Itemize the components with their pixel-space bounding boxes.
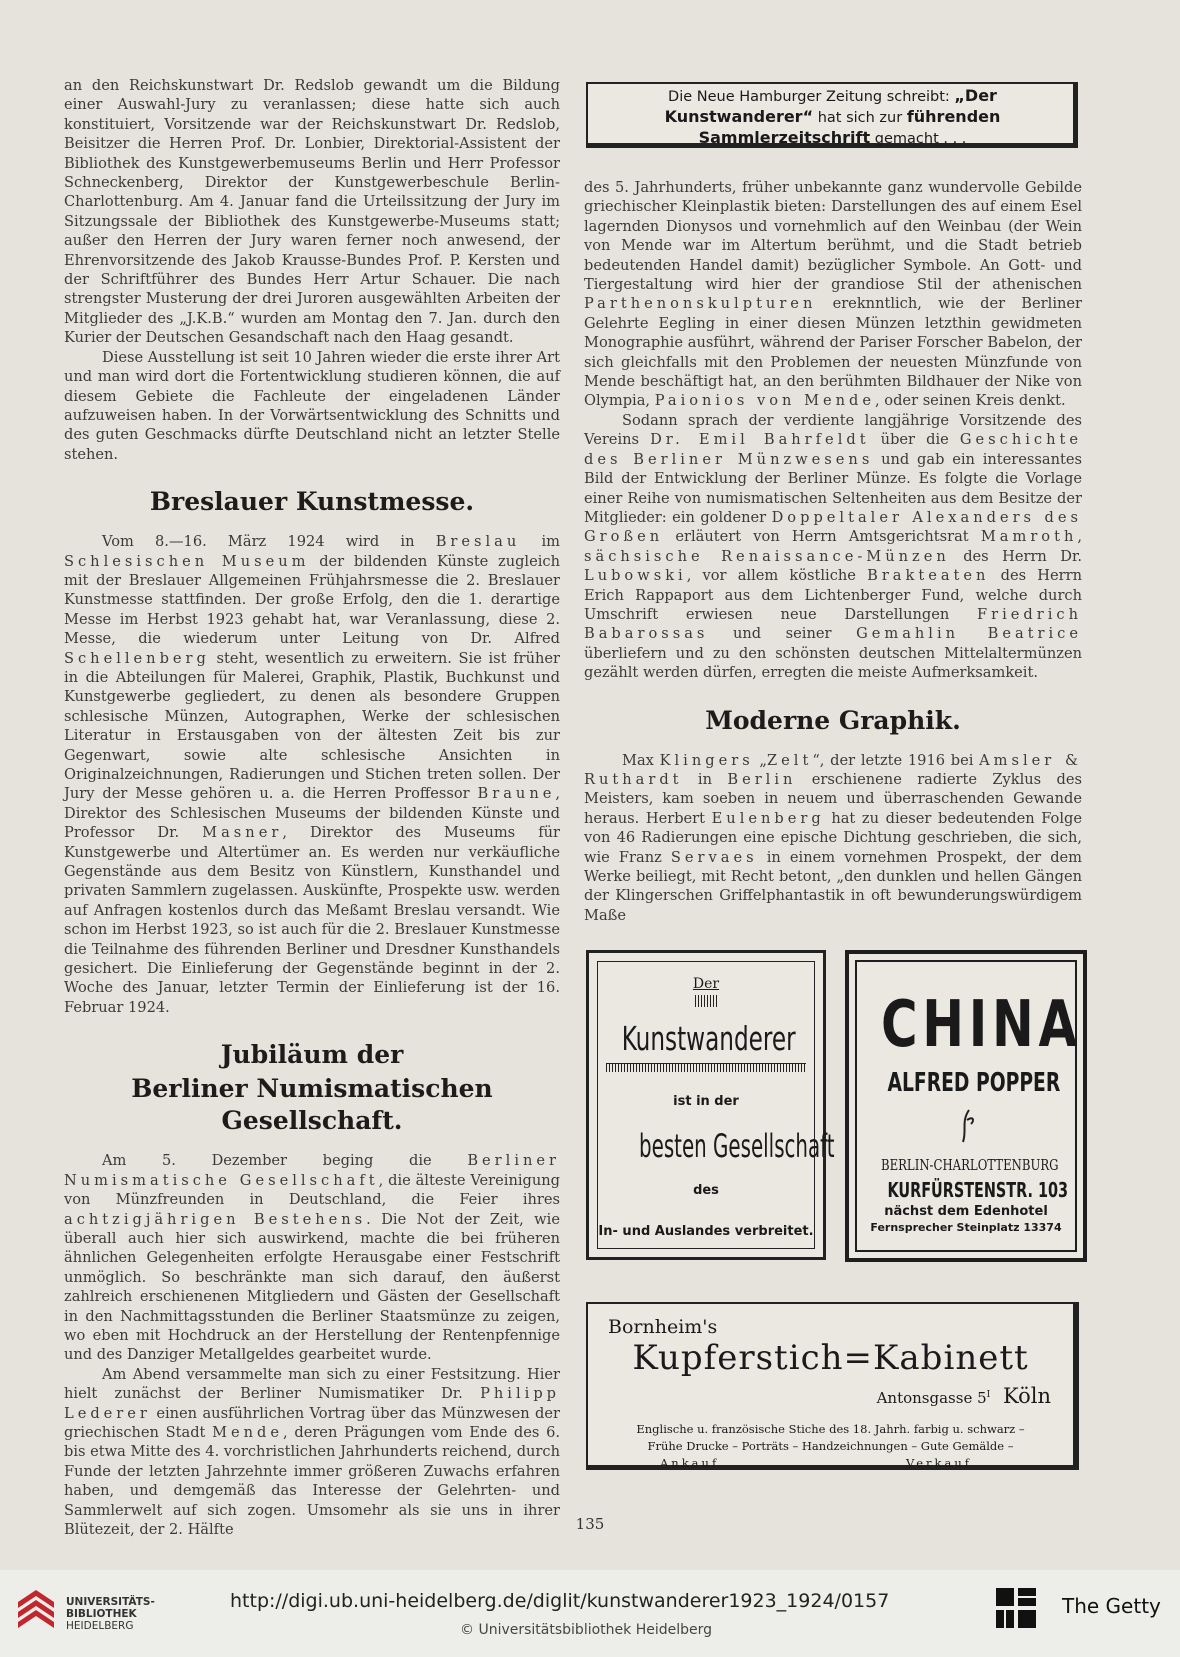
ad-ornament [951,1106,981,1146]
heading-jubilaeum: Jubiläum der [220,1040,404,1070]
ad-bornheims: Bornheim's [608,1316,718,1338]
library-name: UNIVERSITÄTS- BIBLIOTHEK HEIDELBERG [66,1596,155,1632]
quote-box: Die Neue Hamburger Zeitung schreibt: „Der Kunstwanderer“ hat sich zur führenden Sammlerzeitschrift gemacht . . . [586,82,1078,148]
ad-kunstwanderer [586,950,835,1260]
right-column [584,178,1082,925]
paragraph-jubilaeum: Am 5. Dezember beging die Berliner Numismatische Gesellschaft, die älteste Vereinigung von Münzfreunden in Deutschland, die Feier ihres achtzigjährigen Bestehens. Die Not der Zeit, wie überall auch hier sich auswirkend, machte die bei früheren ähnlichen Gelegenheiten erfolgte Herausgabe einer Festschrift unmöglich. So beschränkte man sich darauf, den äußerst zahlreich erschienenen Mitgliedern und Gästen der Gesellschaft in den Nachmittagsstunden die Berliner Staatsmünze zu zeigen, wo eben mit Hochdruck an der Herstellung der Rentenpfennige und des Danziger Metallgeldes gearbeitet wurde. [64,1152,560,1364]
ad-stiche-line: Englische u. französische Stiche des 18. Jahrh. farbig u. schwarz – [636,1422,1025,1436]
left-column [64,76,560,1539]
ad-kurfuerstenstr: KURFÜRSTENSTR. 103 [887,1178,1069,1202]
ad-verkauf: Verkauf [906,1456,973,1470]
ub-heidelberg-logo-icon [14,1588,58,1636]
getty-logo-icon [994,1586,1038,1632]
paragraph-klinger: Max Klingers „Zelt“, der letzte 1916 bei Amsler & Ruthardt in Berlin erschienene radierte Zyklus des Meisters, kam soeben in neuem und überraschenden Gewande heraus. Herbert Eulenberg hat zu dieser bedeutenden Folge von 46 Radierungen eine epische Dichtung geschrieben, die sich, wie Franz Servaes in einem vornehmen Prospekt, der dem Werke beiliegt, mit Recht betont, „den dunklen und hellen Gängen der Klingerschen Griffelphantastik in oft bewunderungswürdigem Maße [584,751,1083,924]
ad-bornheim-kupferstich [586,1302,1079,1470]
ad-fernsprecher: Fernsprecher Steinplatz 13374 [870,1221,1062,1234]
ad-drucke-line: Frühe Drucke – Porträts – Handzeichnungen – Gute Gemälde – [647,1439,1014,1453]
heading-numismatische-gesellschaft: Berliner Numismatischen Gesellschaft. [131,1074,493,1136]
ad-besten-gesellschaft: besten Gesellschaft [639,1127,835,1165]
copyright-text: © Universitätsbibliothek Heidelberg [460,1622,713,1638]
ad-kupferstich-kabinett: Kupferstich=Kabinett [632,1338,1029,1378]
ad-in-und-auslandes: In- und Auslandes verbreitet. [598,1224,814,1239]
paragraph-bahrfeldt: Sodann sprach der verdiente langjährige Vorsitzende des Vereins Dr. Emil Bahrfeldt über die Geschichte des Berliner Münzwesens und gab ein interessantes Bild der Entwicklung der Berliner Münze. Es folgte die Vorlage einer Reihe von numismatischen Seltenheiten aus dem Besitze der Mitglieder: ein goldener Doppeltaler Alexanders des Großen erläutert von Herrn Amtsgerichtsrat Mamroth, sächsische Renaissance-Münzen des Herrn Dr. Lubowski, vor allem köstliche Brakteaten des Herrn Erich Rappaport aus dem Lichtenberger Fund, welche durch Umschrift erwiesen neue Darstellungen Friedrich Babarossas und seiner Gemahlin Beatrice überliefern und zu den schönsten deutschen Mittelaltermünzen gezählt werden dürfen, erregten die meiste Aufmerksamkeit. [584,411,1082,682]
ad-kunstwanderer-title: Kunstwanderer [621,1019,796,1058]
ad-ist-in-der: ist in der [673,1094,739,1109]
paragraph-mende-coins: des 5. Jahrhunderts, früher unbekannte ganz wundervolle Gebilde griechischer Kleinplastik bieten: Darstellungen des auf einem Esel lagernden Dionysos und vornehmlich auf den Weinbau (der Wein von Mende war im Altertum berühmt, und die Stadt betrieb bedeutenden Handel damit) bezüglicher Symbole. An Gott- und Tiergestaltung wird hier der grandiose Stil der athenischen Parthenonskulpturen ereknntlich, wie der Berliner Gelehrte Eegling in einer diesen Münzen letzthin gewidmeten Monographie ausführt, während der Pariser Forscher Babelon, der sich gleichfalls mit den Problemen der neuesten Münzfunde von Mende beschäftigt hat, an den berühmten Bildhauer der Nike von Olympia, Paionios von Mende, oder seinen Kreis denkt. [584,179,1082,410]
source-url-link[interactable]: http://digi.ub.uni-heidelberg.de/diglit/kunstwanderer1923_1924/0157 [230,1590,890,1612]
footer-bar [0,1570,1180,1657]
paragraph-festsitzung: Am Abend versammelte man sich zu einer Festsitzung. Hier hielt zunächst der Berliner Numismatiker Dr. Philipp Lederer einen ausführlichen Vortrag über das Münzwesen der griechischen Stadt Mende, deren Prägungen vom Ende des 6. bis etwa Mitte des 4. vorchristlichen Jahrhunderts reichend, durch Funde der letzten Jahrzehnte immer größeren Zuwachs erfahren haben, und demgemäß das Interesse der Gelehrten- und Sammlerwelt auf sich zogen. Umsomehr als sie uns in ihrer Blütezeit, der 2. Hälfte [64,1365,560,1538]
page-number: 135 [575,1515,605,1533]
ad-hatch-mark [695,995,717,1007]
ad-china-popper [845,950,1087,1262]
heading-breslauer-kunstmesse: Breslauer Kunstmesse. [149,487,475,517]
heading-moderne-graphik: Moderne Graphik. [705,705,961,735]
paragraph-breslau: Vom 8.—16. März 1924 wird in Breslau im Schlesischen Museum der bildenden Künste zugleich mit der Breslauer Allgemeinen Frühjahrsmesse die 2. Breslauer Kunstmesse stattfinden. Der große Erfolg, den die 1. derartige Messe im Herbst 1923 gehabt hat, war Veranlassung, diese 2. Messe, die wiederum unter Leitung von Dr. Alfred Schellenberg steht, wesentlich zu erweitern. Sie ist früher in die Abteilungen für Malerei, Graphik, Plastik, Buchkunst und Kunstgewerbe gegliedert, zu denen als besondere Gruppen schlesische Münzen, Autographen, Werke der schlesischen Literatur in Erstausgaben von der ältesten Zeit bis zur Gegenwart, sowie alte schlesische Ansichten in Originalzeichnungen, Radierungen und Stichen treten sollen. Der Jury der Messe gehören u. a. die Herren Proffessor Braune, Direktor des Schlesischen Museums der bildenden Künste und Professor Dr. Masner, Direktor des Museums für Kunstgewerbe und Altertümer an. Es werden nur verkäufliche Gegenstände aus dem Besitz von Künstlern, Kunsthandel und privaten Sammlern zugelassen. Auskünfte, Prospekte usw. werden auf Anfragen kostenlos durch das Meßamt Breslau versandt. Wie schon im Herbst 1923, so ist auch für die 2. Breslauer Kunstmesse die Teilnahme des führenden Berliner und Dresdner Kunsthandels gesichert. Die Einlieferung der Gegenstände beginnt in der 2. Woche des Januar, letzter Termin der Einlieferung ist der 16. Februar 1924. [64,533,560,1016]
ad-naechst-edenhotel: nächst dem Edenhotel [884,1204,1048,1219]
paragraph-exhibition: Diese Ausstellung ist seit 10 Jahren wieder die erste ihrer Art und man wird dort die Fortentwicklung studieren können, die auf diesem Gebiete die Fachleute der eingeladenen Länder aufzuweisen haben. In der Vorwärtsentwicklung des Schnitts und des guten Geschmacks dürfte Deutschland nicht an letzter Stelle stehen. [64,348,560,463]
ad-china-title: CHINA [880,988,1082,1062]
ad-der: Der [692,976,720,992]
ad-ankauf: Ankauf [660,1456,720,1470]
ad-des: des [693,1183,719,1198]
paragraph-jury: an den Reichskunstwart Dr. Redslob gewandt um die Bildung einer Auswahl-Jury zu veranlassen; diese hatte sich auch konstituiert, Vorsitzende war der Reichskunstwart Dr. Redslob, Beisitzer die Herren Prof. Dr. Lonbier, Direktorial-Assistent der Bibliothek des Kunstgewerbemuseums Berlin und Herr Professor Schneckenberg, Direktor der Kunstgewerbeschule Berlin- Charlottenburg. Am 4. Januar fand die Urteilssitzung der Jury im Sitzungssale der Bibliothek des Kunstgewerbe-Museums statt; außer den Herren der Jury waren ferner noch anwesend, der Ehrenvorsitzende des Jakob Krausse-Bundes Prof. P. Kersten und der Schriftführer des Bundes Herr Artur Schauer. Die nach strengster Musterung der drei Juroren ausgewählten Arbeiten der Mitglieder des „J.K.B.“ wurden am Montag den 7. Jan. durch den Kurier der Deutschen Gesandschaft nach den Haag gesandt. [64,77,560,347]
ad-address: Antonsgasse $5^I$ Köln [876,1384,1051,1408]
ad-alfred-popper: ALFRED POPPER [887,1068,1061,1098]
ad-hatch-rule [606,1063,806,1072]
getty-name: The Getty [1062,1594,1161,1618]
ad-berlin-charlottenburg: BERLIN-CHARLOTTENBURG [880,1156,1059,1174]
